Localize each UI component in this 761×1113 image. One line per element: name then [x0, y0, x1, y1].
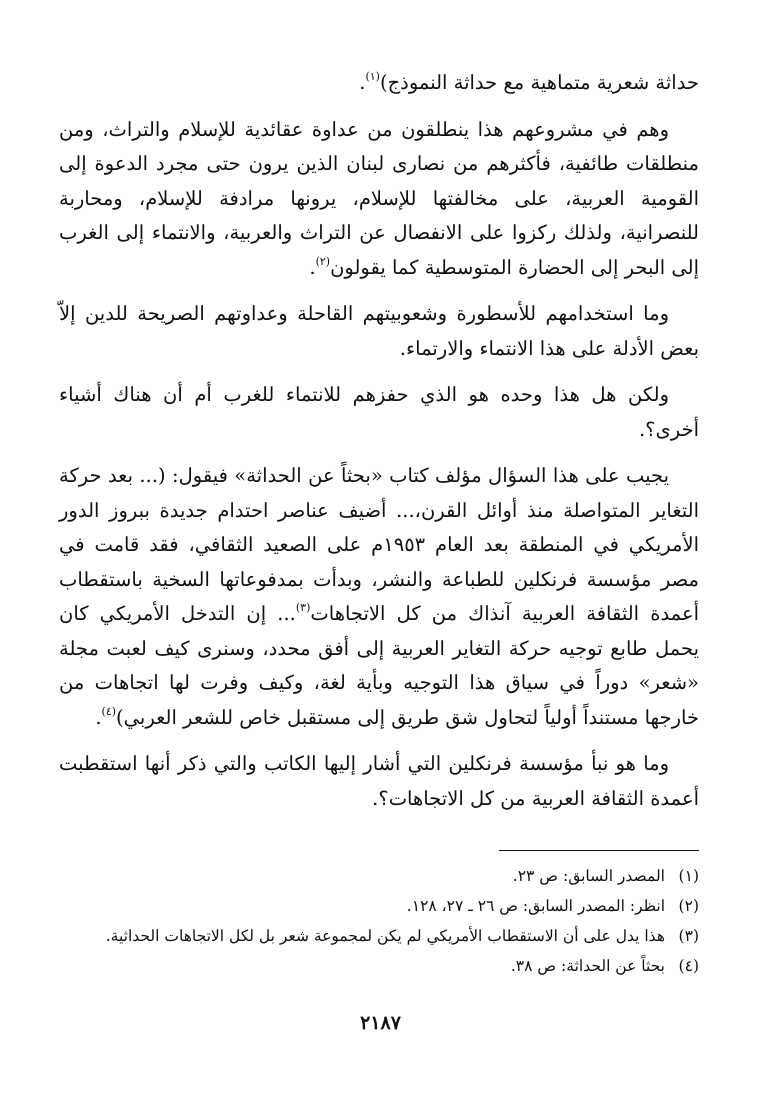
footnote-4 [59, 952, 699, 980]
paragraph-3: وما استخدامهم للأسطورة وشعوبيتهم القاحلة وعداوتهم الصريحة للدين إلاّ بعض الأدلة على هذا الانتماء والارتماء. [59, 302, 699, 360]
footnote-text: هذا يدل على أن الاستقطاب الأمريكي لم يكن لمجموعة شعر بل لكل الاتجاهات الحداثية. [105, 927, 665, 945]
paragraph-5-end: . [95, 705, 102, 729]
footnote-ref-3: (٣) [295, 601, 311, 614]
footnote-ref-1: (١) [365, 70, 380, 83]
paragraph-2-text: وهم في مشروعهم هذا ينطلقون من عداوة عقائدية للإسلام والتراث، ومن منطلقات طائفية، فأكثرهم من نصارى لبنان الذين يرون حتى مجرد الدعوة إلى القومية العربية، على مخالفتها للإسلام، يرونها مرادفة للإسلام، ومحاربة للنصرانية، ولذلك ركزوا على الانفصال عن التراث والعربية، والانتماء إلى الغرب إلى البحر إلى الحضارة المتوسطية كما يقولون [59, 117, 699, 279]
footnote-text: انظر: المصدر السابق: ص ٢٦ ـ ٢٧، ١٢٨. [406, 897, 665, 915]
footnote-mark: (٢) [678, 897, 699, 915]
paragraph-4: ولكن هل هذا وحده هو الذي حفزهم للانتماء للغرب أم أن هناك أشياء أخرى؟. [59, 383, 699, 441]
page-number: ٢١٨٧ [360, 1012, 401, 1034]
paragraph-2-end: . [309, 255, 316, 279]
footnote-3 [59, 922, 699, 950]
footnote-divider [499, 850, 699, 851]
footnote-mark: (٣) [678, 927, 699, 945]
paragraph-5 [59, 459, 699, 735]
footnote-ref-4: (٤) [101, 704, 117, 718]
paragraph-1 [59, 66, 699, 101]
footnote-mark: (٤) [678, 957, 699, 975]
paragraph-1-text: حداثة شعرية متماهية مع حداثة النموذج) [379, 71, 699, 94]
footnote-2 [59, 892, 699, 920]
paragraph-1-end: . [359, 71, 366, 94]
footnote-ref-2: (٢) [315, 254, 331, 268]
footnote-text: المصدر السابق: ص ٢٣. [512, 867, 665, 885]
paragraph-5-text-a: يجيب على هذا السؤال مؤلف كتاب «بحثاً عن الحداثة» فيقول: (... بعد حركة التغاير المتواصلة منذ أوائل القرن،... أضيف عناصر احتدام جديدة ببروز الدور الأمريكي في المنطقة بعد العام ١٩٥٣م على الصعيد الثقافي، فقد قامت في مصر مؤسسة فرنكلين للطباعة والنشر، وبدأت بمدفوعاتها السخية باستقطاب أعمدة الثقافة العربية آنذاك من كل الاتجاهات [59, 464, 700, 625]
paragraph-6: وما هو نبأ مؤسسة فرنكلين التي أشار إليها الكاتب والتي ذكر أنها استقطبت أعمدة الثقافة العربية من كل الاتجاهات؟. [59, 752, 699, 810]
footnote-1 [59, 862, 699, 890]
footnotes [59, 862, 699, 982]
paragraph-2 [59, 113, 699, 286]
body-text [59, 66, 699, 828]
paragraph-5-text-b: ... إن التدخل الأمريكي كان يحمل طابع توجيه حركة التغاير العربية إلى أفق محدد، وسنرى كيف لعبت مجلة «شعر» دوراً في سياق هذا التوجيه وبأية لغة، وكيف وفرت لها اتجاهات من خارجها مستنداً أولياً لتحاول شق طريق إلى مستقبل خاص للشعر العربي) [59, 602, 699, 729]
footnote-text: بحثاً عن الحداثة: ص ٣٨. [510, 957, 665, 975]
footnote-mark: (١) [678, 867, 699, 885]
